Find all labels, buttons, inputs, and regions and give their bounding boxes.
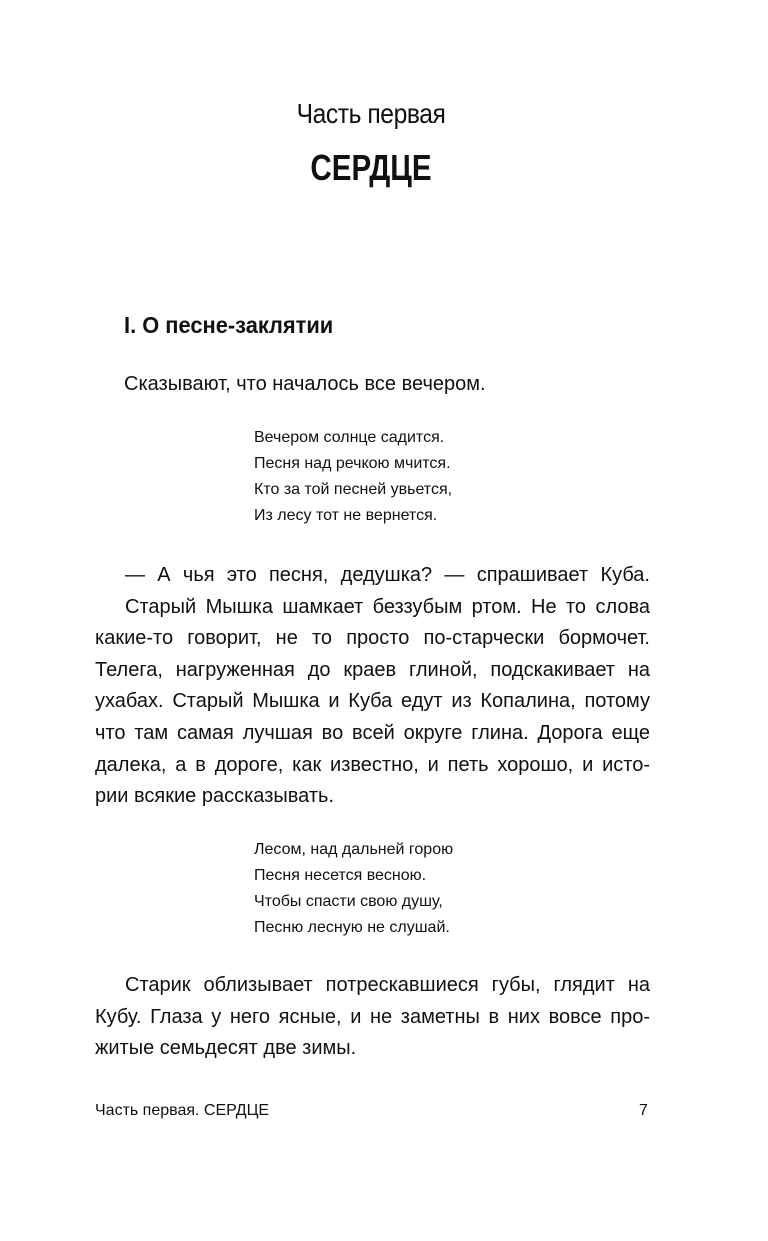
part-heading: СЕРДЦЕ	[310, 147, 432, 188]
verse-line: Из лесу тот не вернется.	[254, 507, 438, 524]
text-line: ухабах. Старый Мышка и Куба едут из Копалина, потому	[95, 690, 650, 713]
text-line: житые семьдесят две зимы.	[95, 1037, 357, 1060]
paragraph-dialogue	[95, 560, 650, 813]
text-line: Старик облизывает потрескавшиеся губы, глядит на	[125, 974, 650, 996]
text-line: — А чья это песня, дедушка? — спрашивает Куба.	[125, 564, 650, 586]
verse-line: Лесом, над дальней горою	[254, 841, 454, 858]
text-line: рии всякие рассказывать.	[95, 785, 334, 808]
verse-block-2	[254, 837, 453, 941]
verse-line: Чтобы спасти свою душу,	[254, 893, 443, 910]
part-title: Часть первая	[296, 98, 446, 129]
verse-line: Кто за той песней увьется,	[254, 481, 453, 498]
text-line: далека, а в дороге, как известно, и петь хорошо, и исто-	[95, 753, 650, 776]
verse-line: Песню лесную не слушай.	[254, 919, 450, 936]
verse-line: Вечером солнце садится.	[254, 429, 445, 446]
page-number: 7	[639, 1102, 648, 1119]
verse-line: Песня над речкою мчится.	[254, 455, 451, 472]
paragraph-closing	[95, 970, 650, 1065]
verse-line: Песня несется весною.	[254, 867, 427, 884]
text-line: Старый Мышка шамкает беззубым ртом. Не то слова	[125, 595, 650, 618]
text-line: что там самая лучшая во всей округе глина. Дорога еще	[95, 721, 650, 744]
verse-block-1	[254, 425, 452, 529]
running-footer-title: Часть первая. СЕРДЦЕ	[95, 1102, 270, 1119]
text-line: Телега, нагруженная до краев глиной, подскакивает на	[95, 658, 650, 681]
text-line: какие-то говорит, не то просто по-старчески бормочет.	[95, 627, 650, 650]
paragraph-opening: Сказывают, что началось все вечером.	[124, 373, 486, 395]
text-line: Кубу. Глаза у него ясные, и не заметны в них вовсе про-	[95, 1005, 650, 1028]
chapter-title: I. О песне-заклятии	[124, 312, 334, 338]
